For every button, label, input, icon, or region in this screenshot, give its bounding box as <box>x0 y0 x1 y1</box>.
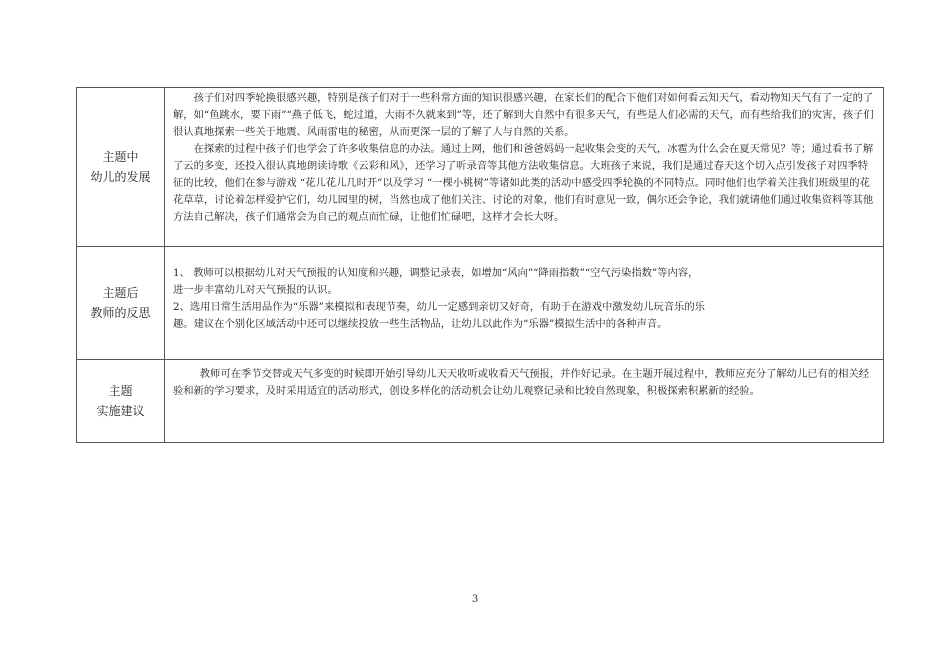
theme-evaluation-table <box>76 87 884 443</box>
table-row-suggestions <box>77 360 884 443</box>
row-label-line: 主题 <box>108 384 133 398</box>
row-label-line: 实施建议 <box>96 404 145 418</box>
reflection-content <box>165 247 884 360</box>
content-paragraph: 在探索的过程中孩子们也学会了许多收集信息的办法。通过上网，他们和爸爸妈妈一起收集会变的天气，冰雹为什么会在夏天常见？等；通过看书了解了云的多变，还投入很认真地朗读诗歌《云彩和风》，还学习了听录音等其他方法收集信息。大班孩子来说，我们是通过春天这个切入点引发孩子对四季特征的比较，他们在参与游戏 “花儿花儿几时开”以及学习 “一棵小桃树”等诸如此类的活动中感受四季轮换的不同特点。同时他们也学着关注我们班级里的花花草草，讨论着怎样爱护它们，幼儿园里的树，当然也成了他们关注、讨论的对象，他们有时意见一致，偶尔还会争论，我们就请他们通过收集资料等其他方法自己解决，孩子们通常会为自己的观点而忙碌，让他们忙碌吧，这样才会长大呀。 <box>173 143 874 223</box>
content-line: 趣。建议在个别化区域活动中还可以继续投放一些生活物品，让幼儿以此作为“乐器”模拟生活中的各种声音。 <box>173 318 668 330</box>
content-line: 1、 教师可以根据幼儿对天气预报的认知度和兴趣，调整记录表，如增加“风向”“降雨指数”“空气污染指数”等内容， <box>173 267 699 279</box>
row-label-suggestions <box>77 360 165 443</box>
row-label-line: 主题中 <box>102 150 139 164</box>
row-label-development <box>77 88 165 247</box>
development-content <box>165 88 884 247</box>
row-label-reflection <box>77 247 165 360</box>
row-label-line: 幼儿的发展 <box>90 170 151 184</box>
content-line: 进一步丰富幼儿对天气预报的认识。 <box>173 284 338 296</box>
table-row-development <box>77 88 884 247</box>
page-number: 3 <box>471 594 479 605</box>
content-paragraph: 孩子们对四季轮换很感兴趣，特别是孩子们对于一些科常方面的知识很感兴趣，在家长们的配合下他们对如何看云知天气，看动物知天气有了一定的了解，如“鱼跳水，要下雨”“燕子低飞，蛇过道，大雨不久就来到”等，还了解到大自然中有很多天气，有些是人们必需的天气，而有些给我们的灾害，孩子们很认真地探索一些关于地震、风雨雷电的秘密，从而更深一层的了解了人与自然的关系。 <box>173 92 874 138</box>
row-label-line: 教师的反思 <box>90 306 151 320</box>
suggestions-content <box>165 360 884 443</box>
content-line: 2、选用日常生活用品作为“乐器”来模拟和表现节奏，幼儿一定感到亲切又好奇，有助于在游戏中激发幼儿玩音乐的乐 <box>173 301 705 313</box>
content-paragraph: 教师可在季节交替或天气多变的时候即开始引导幼儿天天收听或收看天气预报，并作好记录。在主题开展过程中，教师应充分了解幼儿已有的相关经验和新的学习要求，及时采用适宜的活动形式，创设多样化的活动机会让幼儿观察记录和比较自然现象，积极探索积累新的经验。 <box>173 368 870 397</box>
row-label-line: 主题后 <box>102 286 139 300</box>
table-row-reflection <box>77 247 884 360</box>
